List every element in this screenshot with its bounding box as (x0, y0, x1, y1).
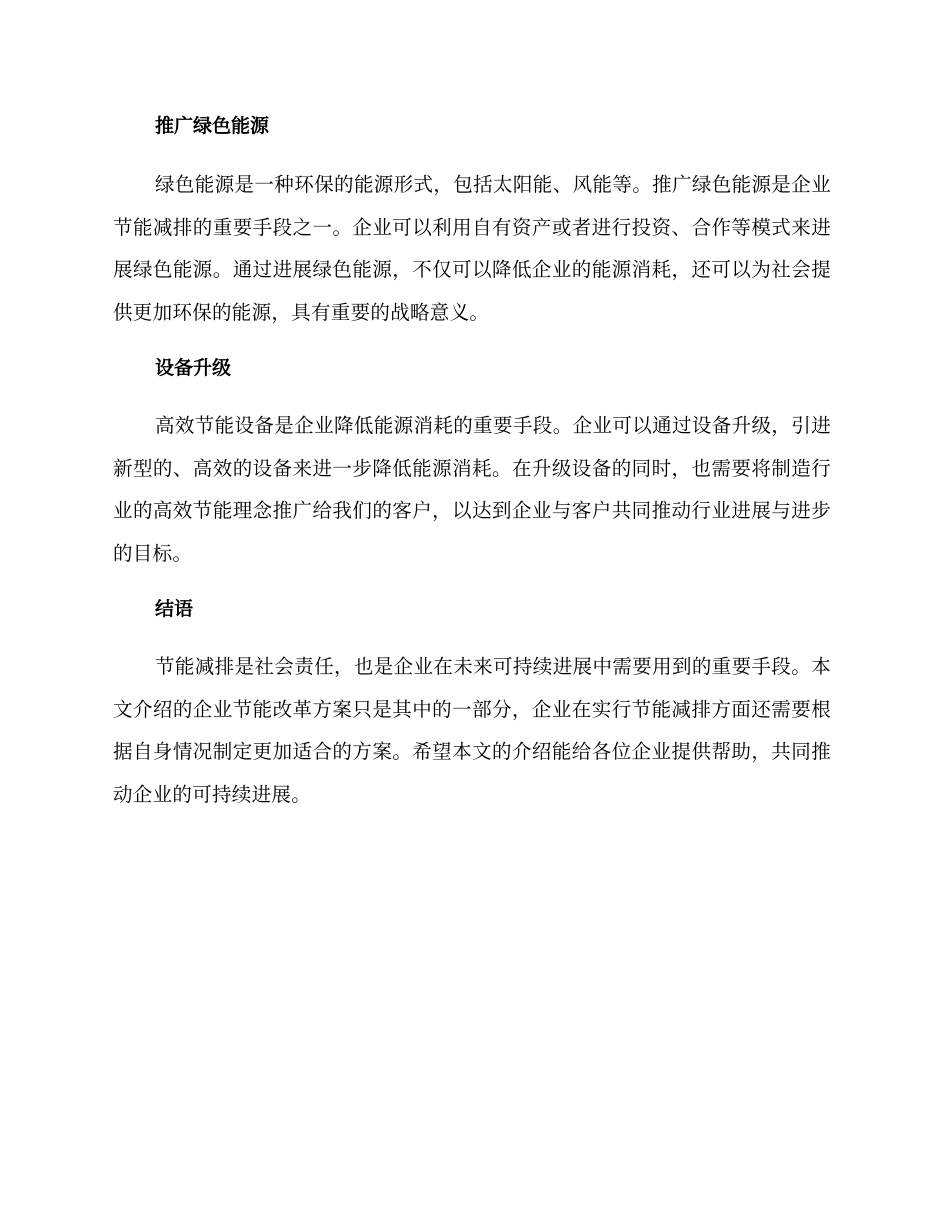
section-heading-green-energy: 推广绿色能源 (155, 115, 270, 137)
section-heading-equipment-upgrade: 设备升级 (155, 357, 232, 379)
section-paragraph-green-energy: 绿色能源是一种环保的能源形式，包括太阳能、风能等。推广绿色能源是企业节能减排的重要手段之一。企业可以利用自有资产或者进行投资、合作等模式来进展绿色能源。通过进展绿色能源，不仅可以降低企业的能源消耗，还可以为社会提供更加环保的能源，具有重要的战略意义。 (113, 173, 831, 324)
document-body (113, 108, 831, 816)
section-paragraph-equipment-upgrade: 高效节能设备是企业降低能源消耗的重要手段。企业可以通过设备升级，引进新型的、高效的设备来进一步降低能源消耗。在升级设备的同时，也需要将制造行业的高效节能理念推广给我们的客户，以达到企业与客户共同推动行业进展与进步的目标。 (113, 414, 831, 565)
section-paragraph-conclusion: 节能减排是社会责任，也是企业在未来可持续进展中需要用到的重要手段。本文介绍的企业节能改革方案只是其中的一部分，企业在实行节能减排方面还需要根据自身情况制定更加适合的方案。希望本文的介绍能给各位企业提供帮助，共同推动企业的可持续进展。 (113, 655, 831, 806)
section-heading-conclusion: 结语 (155, 598, 194, 620)
